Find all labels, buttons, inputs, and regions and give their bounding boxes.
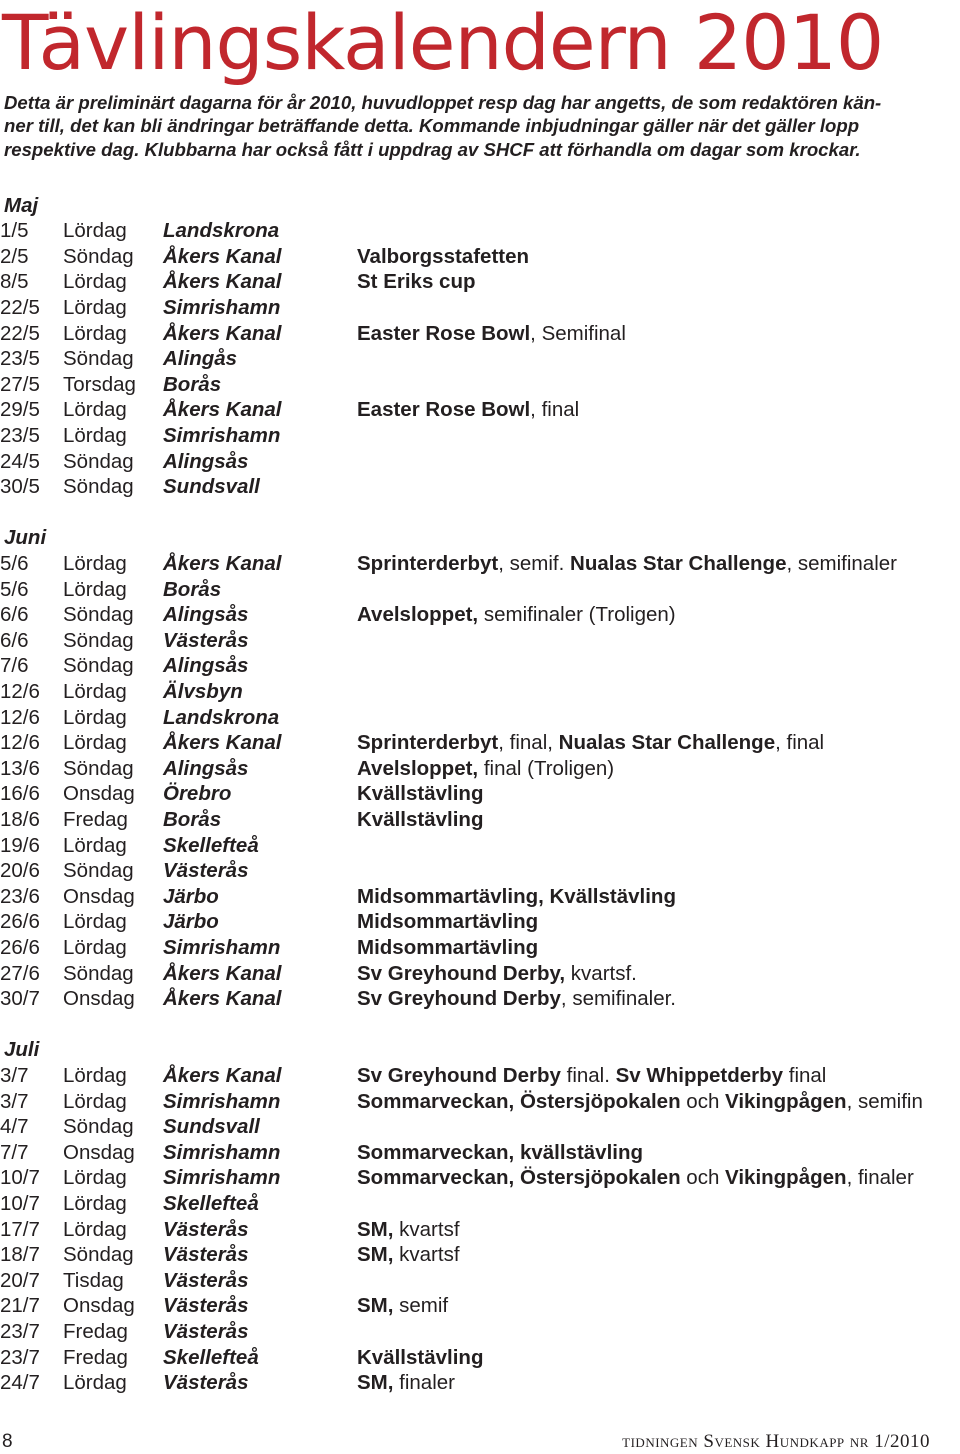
- race-weekday: Lördag: [63, 833, 127, 857]
- race-weekday: Söndag: [63, 347, 134, 371]
- race-venue: Simrishamn: [163, 295, 281, 319]
- page-title: Tävlingskalendern 2010: [2, 0, 884, 87]
- race-weekday: Lördag: [63, 1191, 127, 1215]
- race-date: 16/6: [0, 782, 40, 806]
- calendar-row: [0, 935, 960, 961]
- event-detail: , finaler: [846, 1166, 914, 1190]
- race-venue: Åkers Kanal: [163, 244, 282, 268]
- race-venue: Västerås: [163, 1243, 249, 1267]
- race-date: 22/5: [0, 295, 40, 319]
- race-event: [357, 1063, 826, 1089]
- race-date: 7/7: [0, 1140, 29, 1164]
- race-date: 12/6: [0, 679, 40, 703]
- calendar-row: [0, 909, 960, 935]
- race-event: [357, 884, 676, 910]
- race-date: 21/7: [0, 1294, 40, 1318]
- calendar-row: [0, 295, 960, 321]
- race-weekday: Lördag: [63, 1166, 127, 1190]
- race-weekday: Onsdag: [63, 884, 135, 908]
- race-date: 1/5: [0, 219, 29, 243]
- event-name: Midsommartävling, Kvällstävling: [357, 884, 676, 908]
- event-name: Kvällstävling: [357, 1345, 484, 1369]
- event-detail: final: [783, 1063, 827, 1087]
- event-name: Kvällstävling: [357, 807, 484, 831]
- race-date: 23/7: [0, 1345, 40, 1369]
- race-event: [357, 1217, 460, 1243]
- event-name: SM,: [357, 1217, 394, 1241]
- race-date: 4/7: [0, 1115, 29, 1139]
- race-venue: Borås: [163, 372, 222, 396]
- calendar-row: [0, 961, 960, 987]
- race-venue: Järbo: [163, 910, 219, 934]
- calendar-row: [0, 1242, 960, 1268]
- race-event: [357, 986, 676, 1012]
- race-venue: Västerås: [163, 1294, 249, 1318]
- race-weekday: Lördag: [63, 705, 127, 729]
- calendar-row: [0, 756, 960, 782]
- race-venue: Alingås: [163, 347, 238, 371]
- race-weekday: Söndag: [63, 654, 134, 678]
- calendar-row: [0, 1345, 960, 1371]
- calendar-row: [0, 1063, 960, 1089]
- calendar-row: [0, 602, 960, 628]
- race-weekday: Lördag: [63, 423, 127, 447]
- calendar-row: [0, 551, 960, 577]
- race-date: 24/7: [0, 1371, 40, 1395]
- race-event: [357, 321, 626, 347]
- race-weekday: Lördag: [63, 219, 127, 243]
- race-weekday: Lördag: [63, 1371, 127, 1395]
- race-date: 10/7: [0, 1166, 40, 1190]
- race-venue: Landskrona: [163, 705, 280, 729]
- event-detail: , semifinaler.: [560, 987, 676, 1011]
- race-date: 3/7: [0, 1063, 29, 1087]
- race-date: 23/5: [0, 347, 40, 371]
- calendar-row: [0, 1089, 960, 1115]
- race-date: 6/6: [0, 603, 29, 627]
- race-venue: Åkers Kanal: [163, 987, 282, 1011]
- race-weekday: Lördag: [63, 1063, 127, 1087]
- race-date: 26/6: [0, 935, 40, 959]
- calendar-row: [0, 807, 960, 833]
- race-date: 30/5: [0, 475, 40, 499]
- calendar-row: [0, 449, 960, 475]
- calendar-row: [0, 833, 960, 859]
- race-date: 2/5: [0, 244, 29, 268]
- race-date: 6/6: [0, 628, 29, 652]
- race-venue: Åkers Kanal: [163, 1063, 282, 1087]
- race-event: [357, 244, 529, 270]
- calendar-row: [0, 1293, 960, 1319]
- event-name: Sv Greyhound Derby,: [357, 961, 566, 985]
- race-date: 12/6: [0, 731, 40, 755]
- race-date: 24/5: [0, 449, 40, 473]
- race-venue: Skellefteå: [163, 833, 259, 857]
- race-venue: Västerås: [163, 859, 249, 883]
- race-weekday: Fredag: [63, 807, 128, 831]
- intro-line: respektive dag. Klubbarna har också fått i uppdrag av SHCF att förhandla om dagar som krockar.: [4, 138, 861, 160]
- race-event: [357, 807, 483, 833]
- race-date: 17/7: [0, 1217, 40, 1241]
- race-venue: Åkers Kanal: [163, 551, 282, 575]
- race-event: [357, 269, 476, 295]
- race-weekday: Lördag: [63, 910, 127, 934]
- race-date: 3/7: [0, 1089, 29, 1113]
- race-event: [357, 935, 538, 961]
- calendar-row: [0, 321, 960, 347]
- event-detail: , semif.: [498, 551, 571, 575]
- race-date: 22/5: [0, 321, 40, 345]
- race-weekday: Söndag: [63, 475, 134, 499]
- race-venue: Åkers Kanal: [163, 398, 282, 422]
- event-name: St Eriks cup: [357, 270, 476, 294]
- race-venue: Landskrona: [163, 219, 280, 243]
- page-footer: [0, 1430, 960, 1454]
- calendar-row: [0, 372, 960, 398]
- race-venue: Simrishamn: [163, 423, 281, 447]
- race-date: 27/6: [0, 961, 40, 985]
- event-name: Sv Greyhound Derby: [357, 987, 561, 1011]
- race-venue: Västerås: [163, 628, 249, 652]
- race-date: 7/6: [0, 654, 29, 678]
- event-name: Kvällstävling: [357, 782, 484, 806]
- race-event: [357, 909, 538, 935]
- race-event: [357, 397, 579, 423]
- race-date: 20/7: [0, 1268, 40, 1292]
- race-date: 18/6: [0, 807, 40, 831]
- race-weekday: Onsdag: [63, 987, 135, 1011]
- calendar-row: [0, 269, 960, 295]
- intro-line: ner till, det kan bli ändringar beträffande detta. Kommande inbjudningar gäller när det gäller lopp: [4, 115, 860, 137]
- race-weekday: Lördag: [63, 935, 127, 959]
- race-date: 23/6: [0, 884, 40, 908]
- race-date: 5/6: [0, 551, 29, 575]
- race-weekday: Söndag: [63, 449, 134, 473]
- calendar-row: [0, 781, 960, 807]
- race-weekday: Fredag: [63, 1319, 128, 1343]
- race-venue: Borås: [163, 807, 222, 831]
- event-name: Nualas Star Challenge: [570, 551, 787, 575]
- race-weekday: Onsdag: [63, 1140, 135, 1164]
- month-heading: Juni: [4, 526, 47, 550]
- event-detail: kvartsf.: [565, 961, 637, 985]
- race-event: [357, 551, 897, 577]
- event-name: Vikingpågen: [725, 1166, 847, 1190]
- race-event: [357, 781, 483, 807]
- race-weekday: Tisdag: [63, 1268, 124, 1292]
- race-weekday: Onsdag: [63, 1294, 135, 1318]
- race-weekday: Söndag: [63, 859, 134, 883]
- event-name: Easter Rose Bowl: [357, 398, 531, 422]
- race-date: 18/7: [0, 1243, 40, 1267]
- race-date: 13/6: [0, 756, 40, 780]
- race-venue: Simrishamn: [163, 1089, 281, 1113]
- race-event: [357, 1242, 460, 1268]
- race-venue: Åkers Kanal: [163, 321, 282, 345]
- calendar-row: [0, 423, 960, 449]
- event-detail: final.: [560, 1063, 616, 1087]
- race-venue: Alingsås: [163, 654, 249, 678]
- race-date: 8/5: [0, 270, 29, 294]
- race-date: 5/6: [0, 577, 29, 601]
- race-event: [357, 1345, 483, 1371]
- race-venue: Västerås: [163, 1217, 249, 1241]
- race-weekday: Söndag: [63, 244, 134, 268]
- race-weekday: Fredag: [63, 1345, 128, 1369]
- calendar-row: [0, 679, 960, 705]
- calendar-row: [0, 705, 960, 731]
- event-name: Easter Rose Bowl: [357, 321, 531, 345]
- race-event: [357, 1165, 914, 1191]
- race-venue: Åkers Kanal: [163, 731, 282, 755]
- race-event: [357, 1293, 448, 1319]
- race-venue: Alingsås: [163, 603, 249, 627]
- race-event: [357, 961, 637, 987]
- race-weekday: Lördag: [63, 270, 127, 294]
- event-detail: och: [680, 1166, 726, 1190]
- race-weekday: Lördag: [63, 1217, 127, 1241]
- race-weekday: Söndag: [63, 1115, 134, 1139]
- race-event: [357, 1089, 923, 1115]
- event-name: Avelsloppet,: [357, 603, 479, 627]
- event-detail: semifinaler (Troligen): [478, 603, 676, 627]
- race-date: 29/5: [0, 398, 40, 422]
- race-date: 23/5: [0, 423, 40, 447]
- calendar-row: [0, 1165, 960, 1191]
- calendar-row: [0, 244, 960, 270]
- event-detail: final (Troligen): [478, 756, 615, 780]
- page-number: 8: [2, 1431, 13, 1452]
- race-date: 30/7: [0, 987, 40, 1011]
- race-date: 19/6: [0, 833, 40, 857]
- event-detail: och: [680, 1089, 726, 1113]
- event-detail: semif: [393, 1294, 449, 1318]
- event-detail: , final,: [498, 731, 559, 755]
- calendar-row: [0, 1217, 960, 1243]
- intro-text: [4, 91, 956, 161]
- event-name: Midsommartävling: [357, 935, 539, 959]
- race-weekday: Onsdag: [63, 782, 135, 806]
- event-name: Vikingpågen: [725, 1089, 847, 1113]
- event-detail: , semifinaler: [786, 551, 897, 575]
- race-weekday: Söndag: [63, 961, 134, 985]
- event-detail: kvartsf: [393, 1217, 460, 1241]
- publication-name: tidningen Svensk Hundkapp nr 1/2010: [622, 1431, 930, 1452]
- race-weekday: Söndag: [63, 603, 134, 627]
- calendar-row: [0, 397, 960, 423]
- event-name: SM,: [357, 1243, 394, 1267]
- event-detail: kvartsf: [393, 1243, 460, 1267]
- race-venue: Örebro: [163, 782, 232, 806]
- calendar-row: [0, 1370, 960, 1396]
- event-name: Nualas Star Challenge: [558, 731, 776, 755]
- race-venue: Sundsvall: [163, 1115, 260, 1139]
- intro-line: Detta är preliminärt dagarna för år 2010, huvudloppet resp dag har angetts, de som redaktören kän-: [4, 92, 882, 113]
- event-name: Sommarveckan, kvällstävling: [357, 1140, 644, 1164]
- race-event: [357, 1140, 643, 1166]
- event-name: SM,: [357, 1371, 394, 1395]
- race-venue: Åkers Kanal: [163, 961, 282, 985]
- calendar-row: [0, 1191, 960, 1217]
- month-heading: Maj: [4, 193, 39, 217]
- race-event: [357, 730, 824, 756]
- month-heading: Juli: [4, 1038, 40, 1062]
- event-name: Sv Whippetderby: [615, 1063, 784, 1087]
- calendar-row: [0, 730, 960, 756]
- race-venue: Västerås: [163, 1268, 249, 1292]
- race-event: [357, 1370, 455, 1396]
- race-weekday: Lördag: [63, 398, 127, 422]
- calendar-row: [0, 653, 960, 679]
- race-event: [357, 602, 676, 628]
- event-name: Sprinterderbyt: [357, 551, 499, 575]
- calendar-row: [0, 218, 960, 244]
- race-date: 26/6: [0, 910, 40, 934]
- event-detail: , semifin: [846, 1089, 923, 1113]
- calendar-row: [0, 577, 960, 603]
- event-name: Sommarveckan, Östersjöpokalen: [357, 1166, 681, 1190]
- event-name: Sv Greyhound Derby: [357, 1063, 561, 1087]
- race-venue: Alingsås: [163, 449, 249, 473]
- race-date: 23/7: [0, 1319, 40, 1343]
- calendar-row: [0, 474, 960, 500]
- event-detail: , Semifinal: [530, 321, 626, 345]
- race-venue: Skellefteå: [163, 1345, 259, 1369]
- event-name: Midsommartävling: [357, 910, 539, 934]
- race-weekday: Lördag: [63, 295, 127, 319]
- calendar-row: [0, 1140, 960, 1166]
- event-name: Sommarveckan, Östersjöpokalen: [357, 1089, 681, 1113]
- race-venue: Åkers Kanal: [163, 270, 282, 294]
- event-name: Sprinterderbyt: [357, 731, 499, 755]
- calendar-row: [0, 628, 960, 654]
- event-name: Valborgsstafetten: [357, 244, 530, 268]
- calendar-row: [0, 1114, 960, 1140]
- race-weekday: Söndag: [63, 628, 134, 652]
- race-date: 10/7: [0, 1191, 40, 1215]
- race-weekday: Lördag: [63, 1089, 127, 1113]
- race-venue: Simrishamn: [163, 1166, 281, 1190]
- event-name: SM,: [357, 1294, 394, 1318]
- race-weekday: Lördag: [63, 731, 127, 755]
- race-venue: Alingsås: [163, 756, 249, 780]
- calendar-row: [0, 884, 960, 910]
- race-weekday: Lördag: [63, 679, 127, 703]
- event-detail: , final: [775, 731, 825, 755]
- calendar-row: [0, 986, 960, 1012]
- race-venue: Simrishamn: [163, 935, 281, 959]
- event-detail: finaler: [393, 1371, 455, 1395]
- race-event: [357, 756, 614, 782]
- race-date: 20/6: [0, 859, 40, 883]
- calendar-row: [0, 1268, 960, 1294]
- race-venue: Skellefteå: [163, 1191, 259, 1215]
- calendar-row: [0, 1319, 960, 1345]
- race-venue: Sundsvall: [163, 475, 260, 499]
- race-weekday: Söndag: [63, 756, 134, 780]
- calendar-row: [0, 346, 960, 372]
- race-venue: Simrishamn: [163, 1140, 281, 1164]
- event-name: Avelsloppet,: [357, 756, 479, 780]
- race-weekday: Lördag: [63, 551, 127, 575]
- race-weekday: Lördag: [63, 577, 127, 601]
- race-weekday: Torsdag: [63, 372, 136, 396]
- race-venue: Järbo: [163, 884, 219, 908]
- event-detail: , final: [530, 398, 580, 422]
- race-venue: Borås: [163, 577, 222, 601]
- race-venue: Västerås: [163, 1371, 249, 1395]
- race-venue: Älvsbyn: [163, 679, 243, 703]
- calendar-row: [0, 858, 960, 884]
- race-venue: Västerås: [163, 1319, 249, 1343]
- race-weekday: Lördag: [63, 321, 127, 345]
- race-weekday: Söndag: [63, 1243, 134, 1267]
- race-date: 12/6: [0, 705, 40, 729]
- race-date: 27/5: [0, 372, 40, 396]
